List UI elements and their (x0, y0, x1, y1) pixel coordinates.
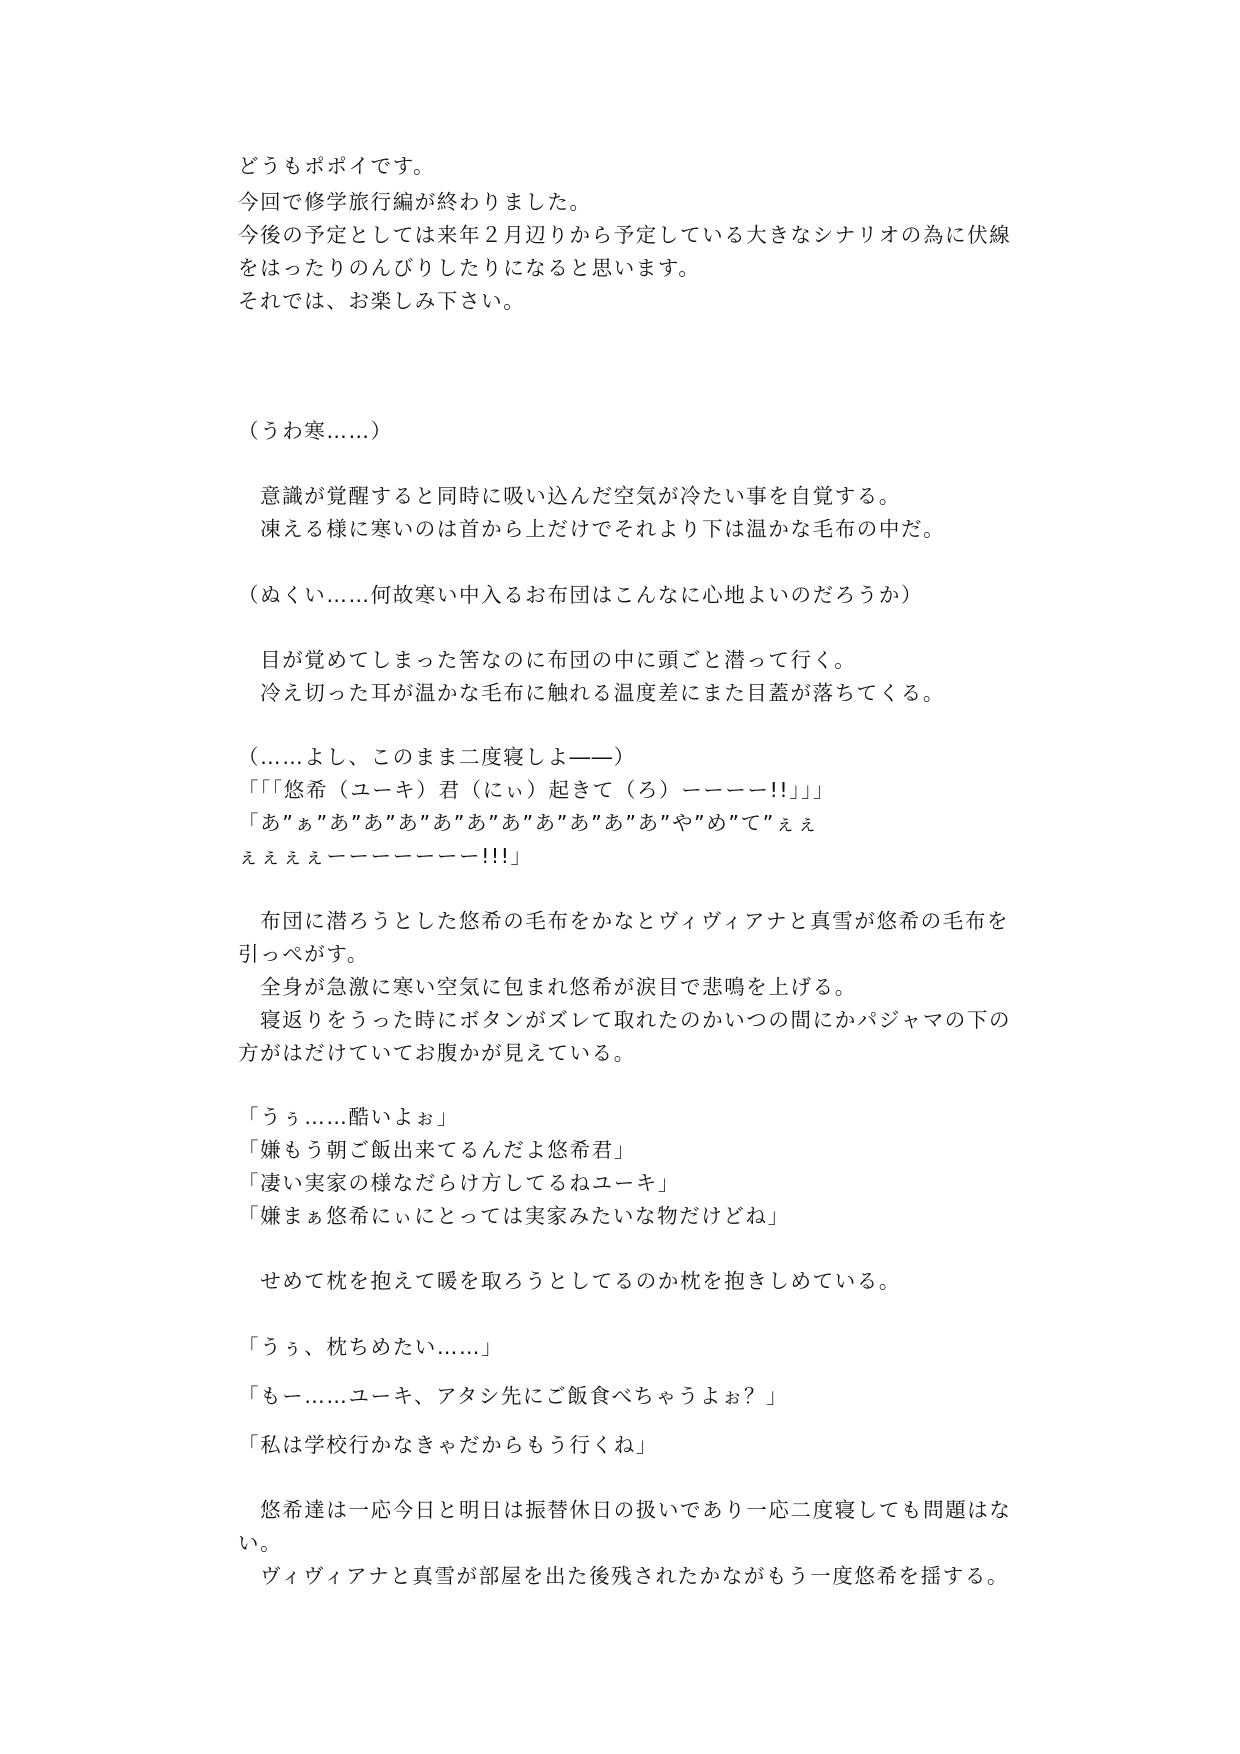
story-line: 「嫌まぁ悠希にぃにとっては実家みたいな物だけどね」 (238, 1204, 790, 1228)
story-line: ぇぇぇぇーーーーーーー!!!」 (238, 844, 533, 868)
story-line: 「もー……ユーキ、アタシ先にご飯食べちゃうよぉ？」 (238, 1384, 789, 1408)
story-line: （……よし、このまま二度寝しよ――） (238, 745, 636, 769)
story-line: 「凄い実家の様なだらけ方してるねユーキ」 (238, 1171, 680, 1195)
story-line: 凍える様に寒いのは首から上だけでそれより下は温かな毛布の中だ。 (238, 517, 946, 541)
preface-line: 今回で修学旅行編が終わりました。 (238, 190, 592, 214)
story-line: 目が覚めてしまった筈なのに布団の中に頭ごと潜って行く。 (238, 648, 857, 672)
preface-line: それでは、お楽しみ下さい。 (238, 289, 526, 313)
story-line: 寝返りをうった時にボタンがズレて取れたのかいつの間にかパジャマの下の (238, 1008, 1012, 1032)
story-line: 冷え切った耳が温かな毛布に触れる温度差にまた目蓋が落ちてくる。 (238, 681, 945, 705)
story-line: 引っぺがす。 (238, 942, 369, 966)
story-line: 悠希達は一応今日と明日は振替休日の扱いであり一応二度寝しても問題はな (238, 1498, 1012, 1522)
story-line: せめて枕を抱えて暖を取ろうとしてるのか枕を抱きしめている。 (238, 1269, 901, 1293)
story-line: 「あ”ぁ”あ”あ”あ”あ”あ”あ”あ”あ”あ”あ”や”め”て”ぇぇ (238, 811, 820, 835)
story-line: 「「「悠希（ユーキ）君（にぃ）起きて（ろ）ーーーー!!」」」 (238, 778, 836, 802)
preface-line: 今後の予定としては来年２月辺りから予定している大きなシナリオの為に伏線 (238, 223, 1012, 247)
preface-line: をはったりのんびりしたりになると思います。 (238, 256, 701, 280)
story-line: 「私は学校行かなきゃだからもう行くね」 (238, 1433, 658, 1457)
story-line: 方がはだけていてお腹かが見えている。 (238, 1041, 636, 1065)
story-line: 全身が急激に寒い空気に包まれ悠希が涙目で悲鳴を上げる。 (238, 975, 857, 999)
preface-line: どうもポポイです。 (238, 154, 436, 178)
story-line: 布団に潜ろうとした悠希の毛布をかなとヴィヴィアナと真雪が悠希の毛布を (238, 909, 1010, 933)
story-line: （ぬくい……何故寒い中入るお布団はこんなに心地よいのだろうか） (238, 583, 924, 607)
story-line: ヴィヴィアナと真雪が部屋を出た後残されたかながもう一度悠希を揺する。 (238, 1564, 1010, 1588)
story-line: 「嫌もう朝ご飯出来てるんだよ悠希君」 (238, 1138, 636, 1162)
story-line: 意識が覚醒すると同時に吸い込んだ空気が冷たい事を自覚する。 (238, 484, 901, 508)
story-line: （うわ寒……） (238, 419, 393, 443)
story-line: 「うぅ……酷いよぉ」 (238, 1105, 459, 1129)
story-line: い。 (238, 1531, 283, 1555)
story-line: 「うぅ、枕ちめたい……」 (238, 1335, 504, 1359)
